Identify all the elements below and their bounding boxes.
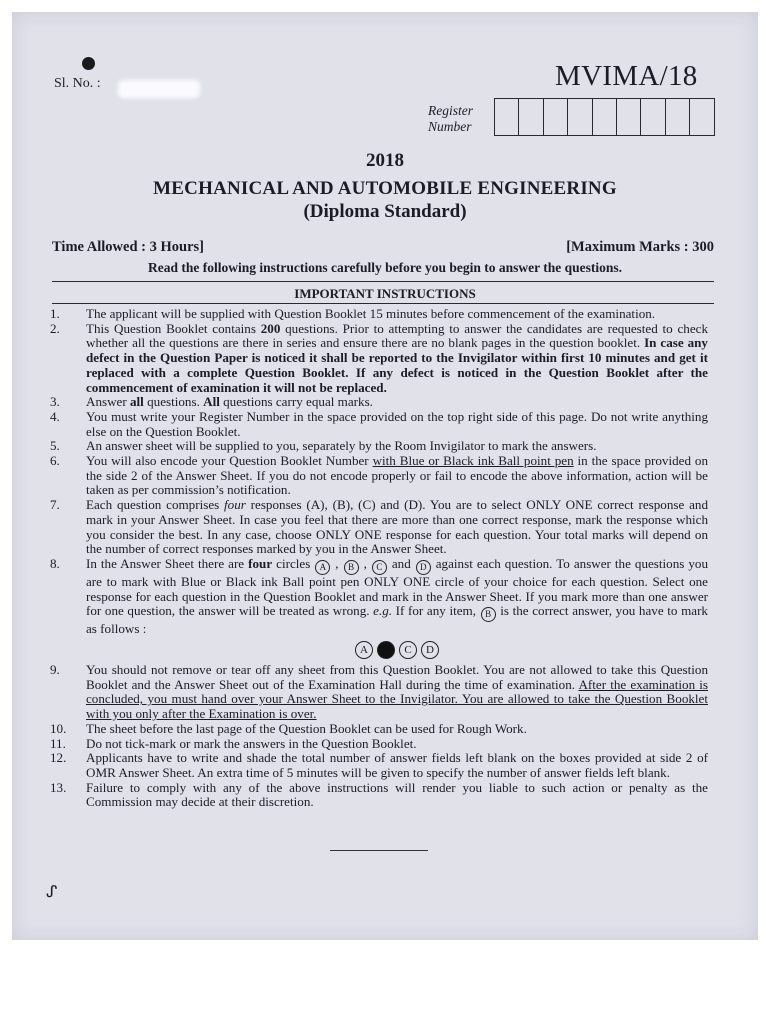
maximum-marks: [Maximum Marks : 300 <box>566 239 714 255</box>
instruction-item <box>50 557 708 663</box>
instruction-segment: circles <box>272 555 315 571</box>
instruction-segment: , <box>331 555 343 571</box>
instruction-text <box>86 722 708 737</box>
register-digit-box[interactable] <box>495 99 519 135</box>
instruction-segment: The applicant will be supplied with Question Booklet 15 minutes before commencement of the examination. <box>86 306 656 321</box>
answer-bubble-c: C <box>372 560 387 575</box>
read-instructions-note: Read the following instructions carefully before you begin to answer the questions. <box>147 260 622 275</box>
divider <box>52 281 714 282</box>
instruction-item <box>50 439 708 454</box>
register-digit-box[interactable] <box>519 99 543 135</box>
instruction-item <box>50 751 708 780</box>
instruction-item <box>50 307 708 322</box>
answer-bubble-b: B <box>344 560 359 575</box>
instruction-number: 3. <box>50 394 60 410</box>
instruction-segment: with Blue or Black ink Ball point pen <box>372 453 574 469</box>
register-digit-box[interactable] <box>690 99 713 135</box>
paper-code: MVIMA/18 <box>555 60 698 92</box>
exam-year: 2018 <box>366 150 404 171</box>
instruction-text <box>86 410 708 439</box>
instructions-heading: IMPORTANT INSTRUCTIONS <box>294 286 476 301</box>
instruction-number: 13. <box>50 779 67 795</box>
instruction-segment: If for any item, <box>392 603 480 619</box>
instruction-segment: Answer <box>86 394 130 410</box>
instruction-segment: against each question. To answer the questions you are to mark with Blue or Black ink Ball point pen ONLY ONE circle of your choice for each question. Select one response for each question in the Question Booklet and mark in the Answer Sheet. If you mark more than one answer for one question, the answer will be treated as wrong. <box>86 555 709 619</box>
instruction-segment: An answer sheet will be supplied to you, separately by the Room Invigilator to mark the answers. <box>86 438 597 454</box>
instruction-number: 5. <box>50 438 60 454</box>
instruction-segment: Do not tick-mark or mark the answers in the Question Booklet. <box>86 735 417 751</box>
divider <box>52 303 714 304</box>
instruction-number: 10. <box>50 720 67 736</box>
instructions-list <box>50 307 708 810</box>
end-rule <box>330 850 428 851</box>
instruction-item <box>50 410 708 439</box>
instruction-item <box>50 395 708 410</box>
instruction-item <box>50 737 708 752</box>
register-digit-box[interactable] <box>666 99 690 135</box>
instruction-item <box>50 781 708 810</box>
instruction-number: 8. <box>50 555 60 571</box>
instruction-segment: is the correct answer, you have to mark as follows : <box>86 603 708 637</box>
exam-time-marks-row <box>52 239 714 256</box>
instruction-segment: , <box>359 555 371 571</box>
instruction-segment: In the Answer Sheet there are <box>86 555 249 571</box>
punch-hole-mark <box>82 57 95 70</box>
instruction-text <box>86 322 708 396</box>
instruction-item <box>50 498 708 557</box>
register-number-label: Register Number <box>428 103 473 134</box>
instruction-text <box>86 663 708 722</box>
instruction-number: 4. <box>50 408 60 424</box>
register-digit-box[interactable] <box>568 99 592 135</box>
register-digit-box[interactable] <box>593 99 617 135</box>
answer-bubble-c: C <box>399 641 417 659</box>
serial-number-redacted <box>118 80 200 98</box>
instruction-item <box>50 322 708 396</box>
serial-number-label: Sl. No. : <box>54 76 101 91</box>
instruction-number: 6. <box>50 453 60 469</box>
instruction-segment: Each question comprises <box>86 497 225 513</box>
instruction-number: 1. <box>50 306 60 321</box>
register-digit-box[interactable] <box>544 99 568 135</box>
instruction-segment: The sheet before the last page of the Question Booklet can be used for Rough Work. <box>86 720 527 736</box>
instruction-segment: Applicants have to write and shade the total number of answer fields left blank on the boxes provided at side 2 of OMR Answer Sheet. An extra time of 5 minutes will be given to specify the number of answer fields left blank. <box>86 750 708 780</box>
instruction-number: 2. <box>50 320 60 336</box>
example-answer-bubbles <box>86 640 708 659</box>
instruction-segment: questions. <box>143 394 204 410</box>
time-allowed: Time Allowed : 3 Hours] <box>52 239 204 255</box>
instruction-segment: After the examination is concluded, you must hand over your Answer Sheet to the Invigilator. You are allowed to take the Question Booklet with you only after the Examination is over. <box>86 676 709 722</box>
instruction-item <box>50 722 708 737</box>
register-number-boxes[interactable] <box>494 98 715 136</box>
instruction-segment: 200 <box>260 320 281 336</box>
register-digit-box[interactable] <box>641 99 665 135</box>
footer-mark: ᔑ <box>46 884 58 901</box>
register-digit-box[interactable] <box>617 99 641 135</box>
instruction-segment: responses (A), (B), (C) and (D). You are to select ONLY ONE correct response and mark in your Answer Sheet. In case you feel that there are more than one correct response, mark the response which you consider the best. In any case, choose ONLY ONE response for each question. Your total marks will depend on the number of correct responses marked by you in the Answer Sheet. <box>86 497 709 557</box>
instruction-segment: Failure to comply with any of the above instructions will render you liable to such action or penalty as the Commission may decide at their discretion. <box>86 779 708 810</box>
instruction-segment: questions. Prior to attempting to answer the candidates are requested to check whether all the questions are there in series and ensure there are no blank pages in the question booklet. <box>86 320 709 351</box>
instruction-text <box>86 751 708 780</box>
answer-bubble-b: B <box>481 607 496 622</box>
instruction-text <box>86 439 708 454</box>
instruction-segment: e.g. <box>373 603 393 619</box>
instruction-segment: questions carry equal marks. <box>219 394 373 410</box>
instruction-segment: four <box>248 555 273 571</box>
instruction-segment: all <box>130 394 144 410</box>
instruction-text <box>86 737 708 752</box>
instruction-text <box>86 498 708 557</box>
instruction-text <box>86 307 708 322</box>
instruction-text <box>86 395 708 410</box>
instruction-text <box>86 454 708 498</box>
exam-subtitle: (Diploma Standard) <box>303 201 467 222</box>
instruction-segment: This Question Booklet contains <box>86 320 261 336</box>
answer-bubble-b: B <box>377 641 395 659</box>
instruction-number: 12. <box>50 750 67 766</box>
instruction-segment: in the space provided on the side 2 of the Answer Sheet. If you do not encode properly or fail to encode the above information, action will be taken as per commission’s notification. <box>86 453 708 498</box>
instruction-segment: You must write your Register Number in the space provided on the top right side of this page. Do not write anything else on the Question Booklet. <box>86 408 708 439</box>
instruction-segment: In case any defect in the Question Paper is noticed it shall be reported to the Invigilator within first 10 minutes and get it replaced with a complete Question Booklet. If any defect is noticed in the Question Booklet after the commencement of examination it will not be replaced. <box>86 335 708 395</box>
instruction-text <box>86 557 708 663</box>
instruction-text <box>86 781 708 810</box>
exam-title: MECHANICAL AND AUTOMOBILE ENGINEERING <box>153 178 617 199</box>
instruction-segment: and <box>387 555 415 571</box>
instruction-segment: You should not remove or tear off any sheet from this Question Booklet. You are not allowed to take this Question Booklet and the Answer Sheet out of the Examination Hall during the time of examination. <box>86 662 708 692</box>
instruction-segment: All <box>203 394 220 410</box>
answer-bubble-a: A <box>315 560 330 575</box>
instruction-number: 9. <box>50 662 60 678</box>
instruction-number: 7. <box>50 497 60 513</box>
answer-bubble-d: D <box>421 641 439 659</box>
instruction-item <box>50 663 708 722</box>
instruction-item <box>50 454 708 498</box>
instruction-segment: You will also encode your Question Booklet Number <box>86 453 373 469</box>
instruction-number: 11. <box>50 735 66 751</box>
answer-bubble-a: A <box>355 641 373 659</box>
answer-bubble-d: D <box>416 560 431 575</box>
instruction-segment: four <box>224 497 246 513</box>
